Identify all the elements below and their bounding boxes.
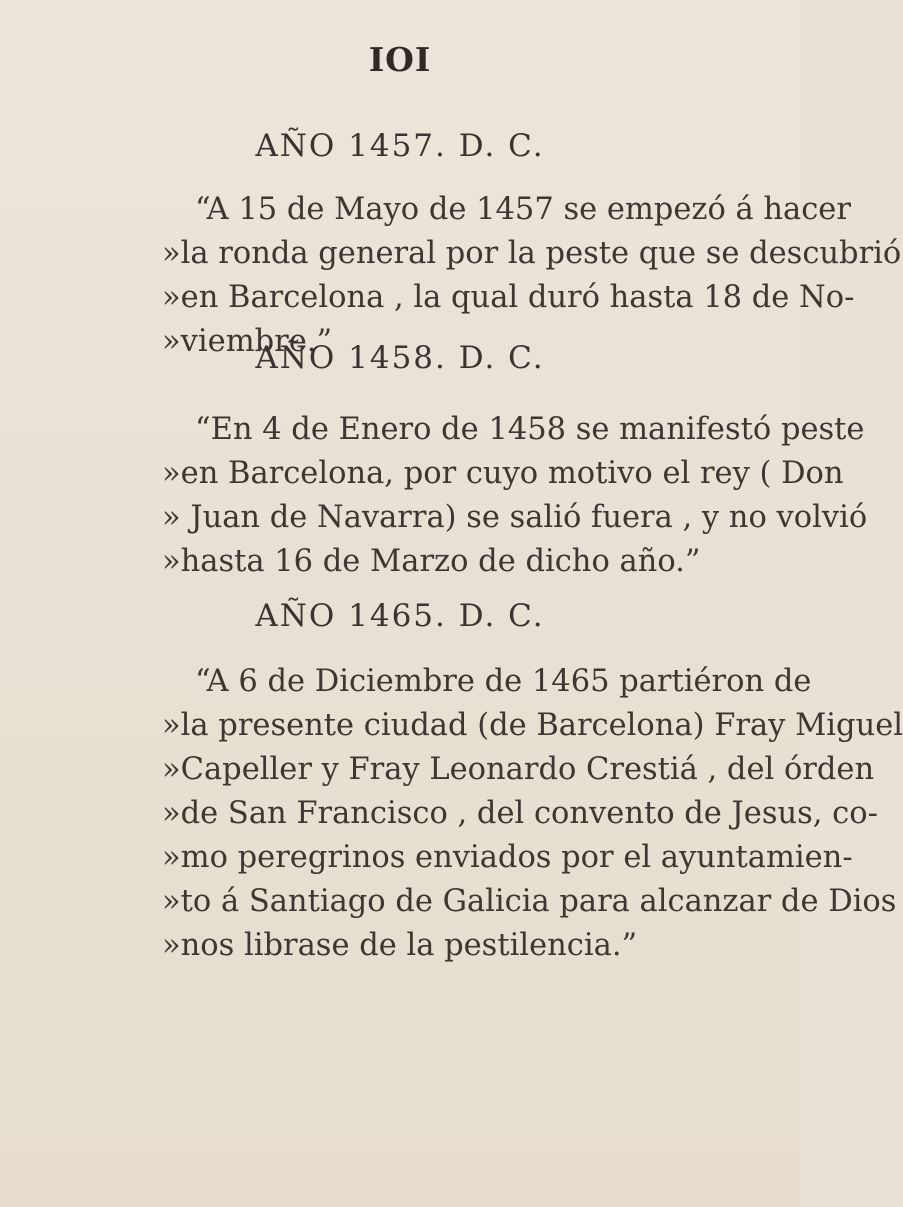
- page-number: IOI: [368, 40, 432, 79]
- entry-line: »Capeller y Fray Leonardo Crestiá , del órden: [162, 752, 875, 787]
- entry-1457: [162, 188, 902, 364]
- entry-line: »la presente ciudad (de Barcelona) Fray Miguel: [162, 708, 903, 743]
- entry-line: “A 15 de Mayo de 1457 se empezó á hacer: [195, 192, 851, 227]
- entry-line: »nos librase de la pestilencia.”: [162, 928, 638, 963]
- entry-line: »en Barcelona, por cuyo motivo el rey ( Don: [162, 456, 844, 491]
- year-heading-1458: AÑO 1458. D. C.: [255, 340, 545, 376]
- entry-1458: [162, 408, 868, 584]
- entry-line: » Juan de Navarra) se salió fuera , y no volvió: [162, 500, 868, 535]
- year-heading-1465: AÑO 1465. D. C.: [255, 598, 545, 634]
- entry-line: »viembre.”: [162, 324, 333, 359]
- entry-line: »to á Santiago de Galicia para alcanzar de Dios: [162, 884, 897, 919]
- entry-line: »mo peregrinos enviados por el ayuntamien-: [162, 840, 853, 875]
- entry-line: »la ronda general por la peste que se descubrió: [162, 236, 902, 271]
- entry-line: »hasta 16 de Marzo de dicho año.”: [162, 544, 701, 579]
- entry-line: “A 6 de Diciembre de 1465 partiéron de: [195, 664, 812, 699]
- entry-line: »en Barcelona , la qual duró hasta 18 de No-: [162, 280, 855, 315]
- year-heading-1457: AÑO 1457. D. C.: [255, 128, 545, 164]
- entry-1465: [162, 660, 903, 968]
- entry-line: “En 4 de Enero de 1458 se manifestó peste: [195, 412, 865, 447]
- entry-line: »de San Francisco , del convento de Jesus, co-: [162, 796, 878, 831]
